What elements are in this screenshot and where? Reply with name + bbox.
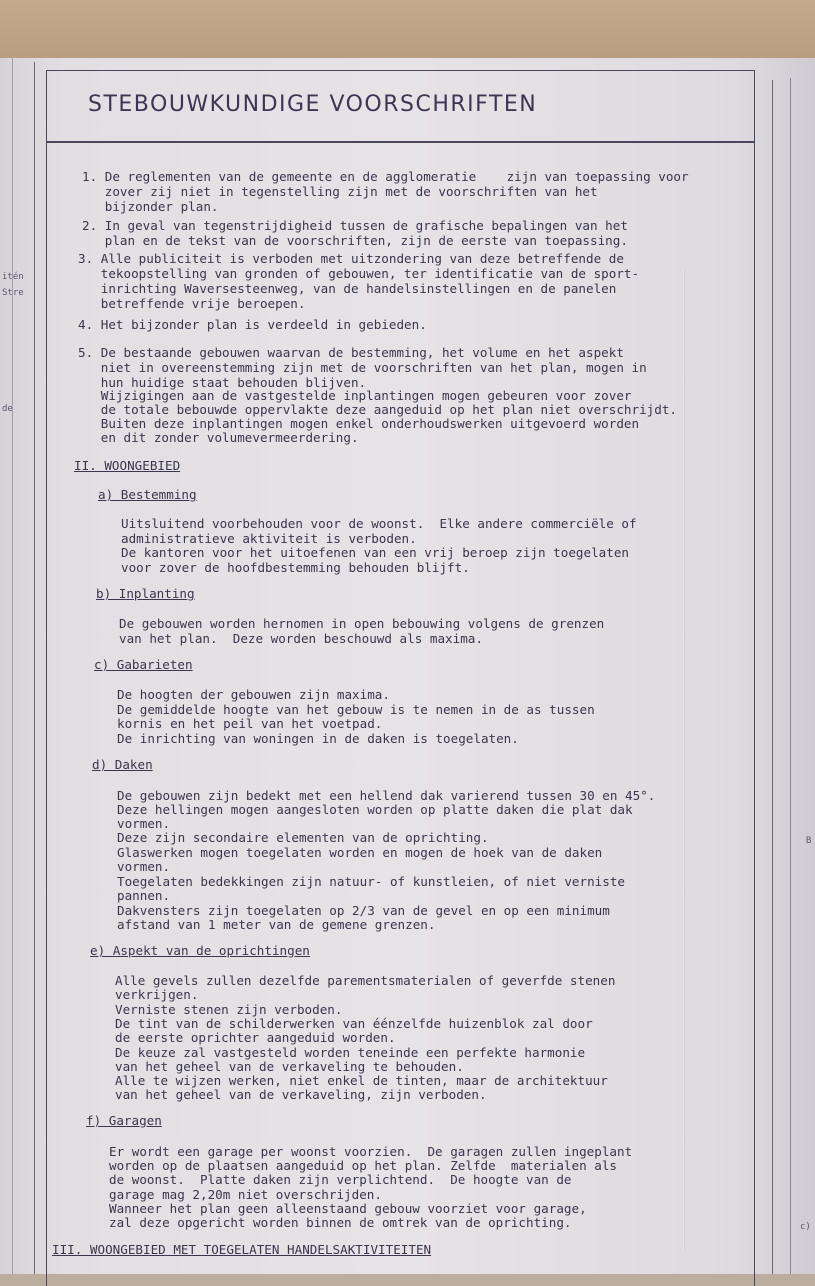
left-margin-fragment: Stre xyxy=(2,288,24,298)
text-line: De gemiddelde hoogte van het gebouw is te nemen in de as tussen xyxy=(117,702,595,717)
title-divider xyxy=(46,141,755,143)
text-line: afstand van 1 meter van de gemene grenzen. xyxy=(117,917,436,932)
text-line: 3. Alle publiciteit is verboden met uitzondering van deze betreffende de xyxy=(78,251,624,266)
text-line: Buiten deze inplantingen mogen enkel onderhoudswerken uitgevoerd worden xyxy=(78,416,640,431)
right-margin-fragment: c) xyxy=(800,1222,811,1232)
right-margin-fragment: B xyxy=(806,836,812,846)
text-line: plan en de tekst van de voorschriften, zijn de eerste van toepassing. xyxy=(82,233,628,248)
text-line: Deze hellingen mogen aangesloten worden op platte daken die plat dak xyxy=(117,802,633,817)
text-line: kornis en het peil van het voetpad. xyxy=(117,716,383,731)
subsection-heading: c) Gabarieten xyxy=(94,657,193,672)
text-line: Toegelaten bedekkingen zijn natuur- of kunstleien, of niet verniste xyxy=(117,874,625,889)
text-line: Uitsluitend voorbehouden voor de woonst. Elke andere commerciële of xyxy=(121,516,637,531)
text-line: administratieve aktiviteit is verboden. xyxy=(121,531,417,546)
text-line: De gebouwen zijn bedekt met een hellend dak varierend tussen 30 en 45°. xyxy=(117,788,656,803)
adjacent-sheet-edge-right xyxy=(790,78,791,1274)
subsection-heading: b) Inplanting xyxy=(96,586,195,601)
text-line: 1. De reglementen van de gemeente en de agglomeratie zijn van toepassing voor xyxy=(82,169,689,184)
text-line: De tint van de schilderwerken van éénzelfde huizenblok zal door xyxy=(115,1016,593,1031)
frame-outer-left-rule xyxy=(34,62,35,1274)
text-line: De gebouwen worden hernomen in open bebouwing volgens de grenzen xyxy=(119,616,605,631)
text-line: Deze zijn secondaire elementen van de oprichting. xyxy=(117,830,489,845)
text-line: van het plan. Deze worden beschouwd als maxima. xyxy=(119,631,483,646)
frame-outer-right-rule xyxy=(772,80,773,1274)
text-line: De hoogten der gebouwen zijn maxima. xyxy=(117,687,390,702)
text-line: van het geheel van de verkaveling te behouden. xyxy=(115,1059,464,1074)
text-line: van het geheel van de verkaveling, zijn verboden. xyxy=(115,1087,487,1102)
text-line: Verniste stenen zijn verboden. xyxy=(115,1002,343,1017)
text-line: vormen. xyxy=(117,859,171,874)
text-line: Alle te wijzen werken, niet enkel de tinten, maar de architektuur xyxy=(115,1073,608,1088)
text-line: 5. De bestaande gebouwen waarvan de bestemming, het volume en het aspekt xyxy=(78,345,624,360)
text-line: Wijzigingen aan de vastgestelde inplantingen mogen gebeuren voor zover xyxy=(78,388,632,403)
text-line: zal deze opgericht worden binnen de omtrek van de oprichting. xyxy=(109,1215,572,1230)
text-line: Er wordt een garage per woonst voorzien. De garagen zullen ingeplant xyxy=(109,1144,633,1159)
text-line: De inrichting van woningen in de daken is toegelaten. xyxy=(117,731,519,746)
adjacent-sheet-edge-left xyxy=(12,58,13,1274)
text-line: De keuze zal vastgesteld worden teneinde een perfekte harmonie xyxy=(115,1045,586,1060)
text-line: bijzonder plan. xyxy=(82,199,219,214)
left-margin-fragment: itén xyxy=(2,272,24,282)
document-title: STEBOUWKUNDIGE VOORSCHRIFTEN xyxy=(88,92,538,117)
text-line: voor zover de hoofdbestemming behouden blijft. xyxy=(121,560,470,575)
text-line: zover zij niet in tegenstelling zijn met de voorschriften van het xyxy=(82,184,598,199)
text-line: Glaswerken mogen toegelaten worden en mogen de hoek van de daken xyxy=(117,845,603,860)
text-line: pannen. xyxy=(117,888,171,903)
text-line: vormen. xyxy=(117,816,171,831)
text-line: de totale bebouwde oppervlakte deze aangeduid op het plan niet overschrijdt. xyxy=(78,402,677,417)
text-line: Alle gevels zullen dezelfde parementsmaterialen of geverfde stenen xyxy=(115,973,616,988)
text-line: niet in overeenstemming zijn met de voorschriften van het plan, mogen in xyxy=(78,360,647,375)
text-line: de eerste oprichter aangeduid worden. xyxy=(115,1030,396,1045)
left-margin-fragment: de xyxy=(2,404,13,414)
paper-fold-line xyxy=(683,270,685,1250)
section-heading: II. WOONGEBIED xyxy=(74,458,181,473)
text-line: garage mag 2,20m niet overschrijden. xyxy=(109,1187,382,1202)
subsection-heading: a) Bestemming xyxy=(98,487,197,502)
cardboard-background xyxy=(0,0,815,62)
text-line: en dit zonder volumevermeerdering. xyxy=(78,430,359,445)
text-line: inrichting Waversesteenweg, van de handelsinstellingen en de panelen xyxy=(78,281,617,296)
text-line: hun huidige staat behouden blijven. xyxy=(78,375,367,390)
text-line: 4. Het bijzonder plan is verdeeld in gebieden. xyxy=(78,317,427,332)
text-line: verkrijgen. xyxy=(115,987,199,1002)
text-line: tekoopstelling van gronden of gebouwen, ter identificatie van de sport- xyxy=(78,266,640,281)
text-line: de woonst. Platte daken zijn verplichtend. De hoogte van de xyxy=(109,1172,572,1187)
text-line: De kantoren voor het uitoefenen van een vrij beroep zijn toegelaten xyxy=(121,545,629,560)
section-heading: III. WOONGEBIED MET TOEGELATEN HANDELSAKTIVITEITEN xyxy=(52,1242,432,1257)
text-line: worden op de plaatsen aangeduid op het plan. Zelfde materialen als xyxy=(109,1158,617,1173)
text-line: betreffende vrije beroepen. xyxy=(78,296,306,311)
text-line: 2. In geval van tegenstrijdigheid tussen de grafische bepalingen van het xyxy=(82,218,628,233)
subsection-heading: d) Daken xyxy=(92,757,153,772)
text-line: Wanneer het plan geen alleenstaand gebouw voorziet voor garage, xyxy=(109,1201,587,1216)
subsection-heading: e) Aspekt van de oprichtingen xyxy=(90,943,310,958)
subsection-heading: f) Garagen xyxy=(86,1113,162,1128)
text-line: Dakvensters zijn toegelaten op 2/3 van de gevel en op een minimum xyxy=(117,903,610,918)
